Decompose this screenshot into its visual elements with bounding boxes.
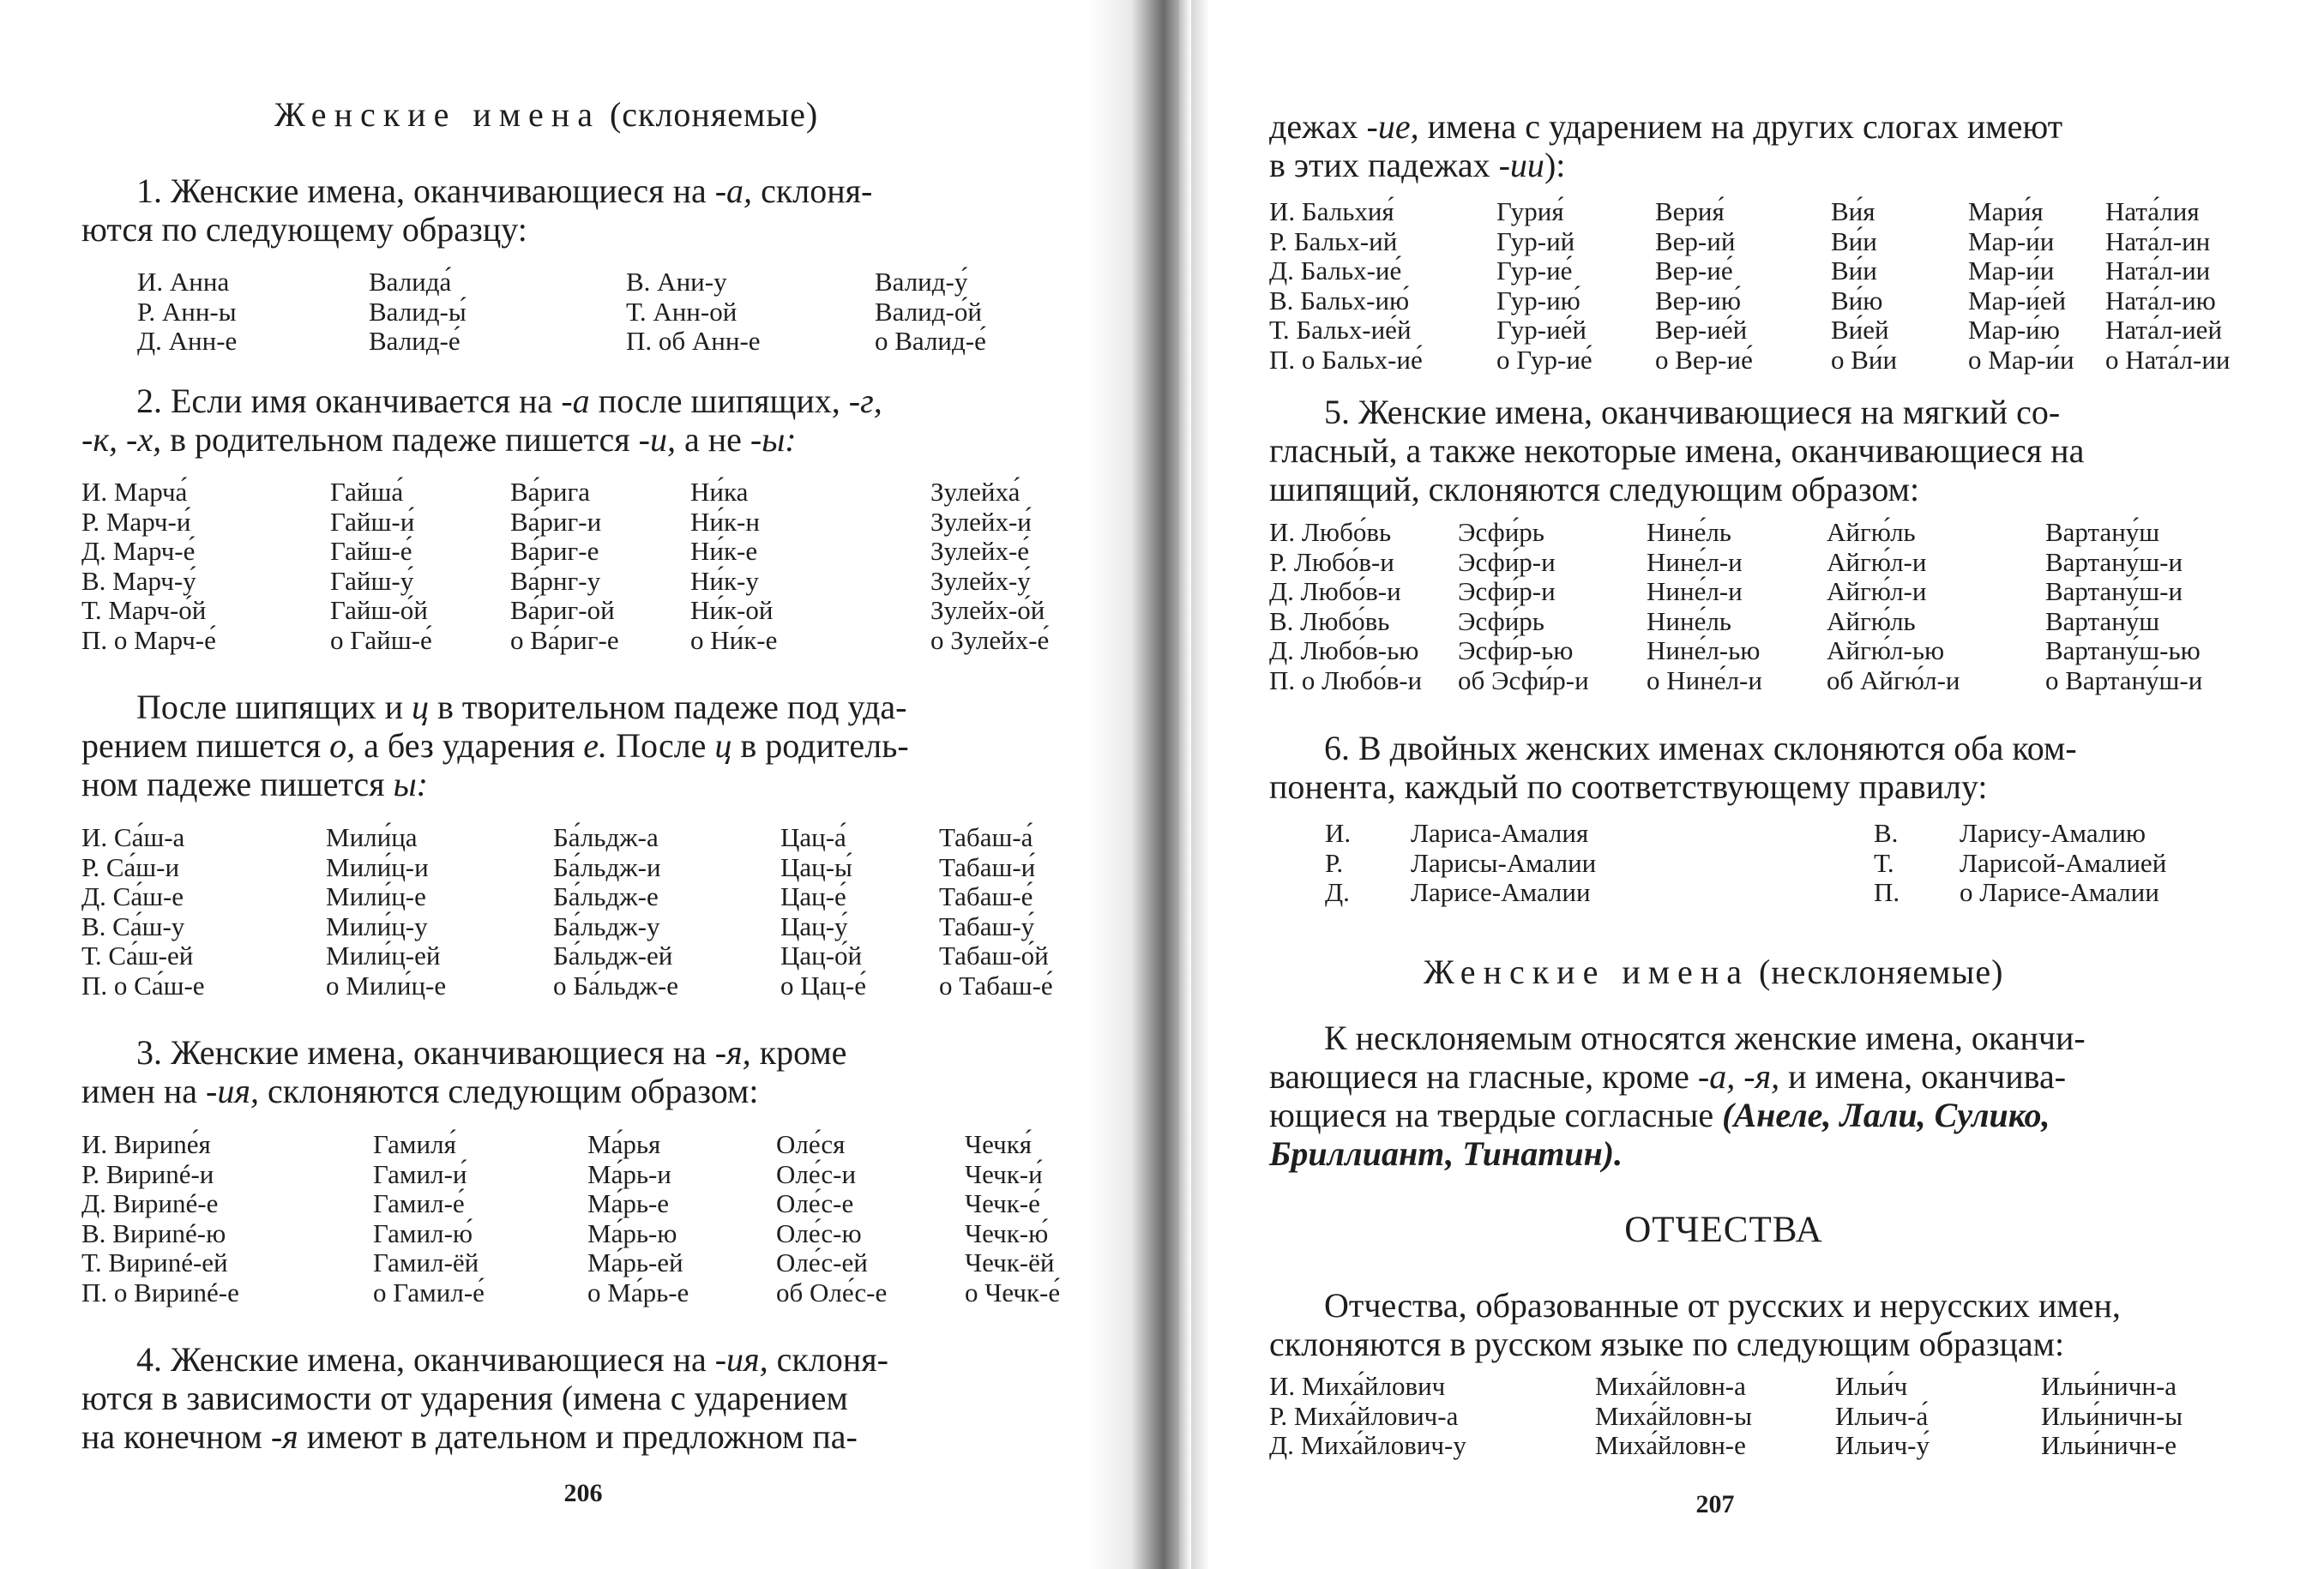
table-cell: о Цац-е́ <box>780 970 867 1001</box>
table-cell: о Табаш-е́ <box>939 970 1053 1001</box>
table-cell: Ба́льдж-а <box>553 822 659 852</box>
table-row <box>1269 636 2202 666</box>
table-cell: Ильи́ч <box>1835 1371 1908 1401</box>
table-cell: Д. Вириné-е <box>81 1188 219 1218</box>
table-row <box>1325 819 2166 849</box>
table-cell: о Зулейх-е́ <box>930 624 1050 655</box>
table-cell: Эсфи́р-и <box>1458 546 1556 577</box>
table-cell: Оле́ся <box>776 1129 846 1159</box>
table-cell: Ва́риг-е <box>510 536 599 566</box>
table-cell: Нине́ль <box>1647 517 1731 547</box>
table-cell: Вартану́ш-и <box>2045 576 2183 606</box>
table-cell: Мар-и́ю <box>1968 315 2060 345</box>
table-cell: Вартану́ш-и <box>2045 546 2183 577</box>
table-cell: Ма́рь-е <box>587 1188 670 1218</box>
table-cell: Эсфи́рь <box>1458 605 1544 636</box>
table-cell: Р. Марч-и́ <box>81 506 191 537</box>
table-cell: Д. Любо́в-ью <box>1269 635 1419 665</box>
table-cell: Вер-ию́ <box>1655 285 1742 316</box>
table-cell: Ви́и <box>1831 255 1877 286</box>
table-cell: Ильи́ничн-а <box>2041 1371 2177 1401</box>
table-cell: Валид-ы́ <box>369 296 467 327</box>
table-cell: Ни́ка <box>690 477 749 507</box>
table-marcha <box>81 478 1049 655</box>
table-row <box>81 478 1049 508</box>
table-cell: Ва́риг-ой <box>510 595 615 625</box>
table-cell: о Нине́л-и <box>1647 664 1762 695</box>
table-row <box>1269 666 2202 696</box>
table-cell: Ната́л-ии <box>2105 255 2211 286</box>
table-row <box>1269 548 2202 578</box>
table-cell: Валид-у́ <box>875 267 968 297</box>
table-cell: о Мар-и́и <box>1968 344 2074 375</box>
table-cell: Ната́л-ин <box>2105 225 2211 256</box>
table-cell: П. о Са́ш-е <box>81 970 205 1001</box>
table-cell: Р. Бальх-ий <box>1269 225 1398 256</box>
table-row <box>81 596 1049 626</box>
table-virineya <box>81 1130 1060 1308</box>
heading-declinable <box>274 94 818 135</box>
table-cell: Айгю́л-и <box>1827 546 1927 577</box>
table-row <box>81 1130 1060 1160</box>
heading-indeclinable <box>1424 952 2003 992</box>
table-row <box>81 1189 1060 1219</box>
table-cell: Р. Миха́йлович-а <box>1269 1400 1459 1431</box>
table-cell: Гамиля́ <box>373 1129 456 1159</box>
table-cell: И. Марча́ <box>81 477 188 507</box>
heading2-rest: (несклоняемые) <box>1758 953 2004 991</box>
table-cell: о Ни́к-е <box>690 624 778 655</box>
table-cell: Мар-и́ей <box>1968 285 2067 316</box>
table-cell: В. Вириné-ю <box>81 1217 226 1248</box>
table-row <box>81 626 1049 656</box>
table-cell: Д. <box>1325 877 1350 907</box>
table-cell: Вер-ий <box>1655 225 1736 256</box>
table-cell: Цац-о́й <box>780 941 863 971</box>
table-cell: Нине́ль <box>1647 605 1731 636</box>
table-anna-valida <box>137 268 986 357</box>
table-cell: об Оле́с-е <box>776 1277 888 1308</box>
table-row <box>1269 197 2231 227</box>
table-cell: Вартану́ш-ью <box>2045 635 2201 665</box>
table-row <box>1269 316 2231 346</box>
table-cell: Зулейх-о́й <box>930 595 1045 625</box>
table-row <box>81 882 1053 912</box>
table-cell: Ма́рь-ю <box>587 1217 677 1248</box>
table-cell: Табаш-а́ <box>939 822 1033 852</box>
table-cell: Цац-е́ <box>780 881 846 911</box>
table-lyubov <box>1269 518 2202 695</box>
table-cell: Ната́л-ией <box>2105 315 2223 345</box>
table-balkhiya <box>1269 197 2231 375</box>
table-cell: И. Миха́йлович <box>1269 1371 1446 1401</box>
page-number: 207 <box>1695 1490 1735 1518</box>
table-cell: Вер-ие́ <box>1655 255 1733 286</box>
table-cell: Р. <box>1325 847 1344 878</box>
table-cell: Мар-и́и <box>1968 225 2055 256</box>
table-cell: Чечк-е́ <box>965 1188 1040 1218</box>
table-row <box>1269 256 2231 286</box>
table-row <box>1269 1372 2183 1402</box>
table-cell: П. о Любо́в-и <box>1269 664 1423 695</box>
table-cell: Миха́йловн-а <box>1595 1371 1746 1401</box>
table-cell: Оле́с-ей <box>776 1247 868 1277</box>
table-row <box>81 912 1053 942</box>
table-cell: о Гамил-е́ <box>373 1277 485 1308</box>
table-cell: Ильи́ничн-е <box>2041 1430 2177 1460</box>
table-cell: Оле́с-ю <box>776 1217 862 1248</box>
table-cell: Ильич-а́ <box>1835 1400 1929 1431</box>
paragraph-8: К несклоняемым относятся женские имена, оканчи- вающиеся на гласные, кроме -а, -я, и имена, оканчива- ющиеся на твердые согласные (Анеле, Лали, Сулико, Бриллиант, Тинатин). <box>1269 1019 2086 1173</box>
table-cell: И. Любо́вь <box>1269 517 1392 547</box>
table-cell: Гурия́ <box>1496 196 1564 226</box>
table-row <box>81 1219 1060 1249</box>
table-cell: о Ва́риг-е <box>510 624 619 655</box>
table-cell: Зулейх-е́ <box>930 536 1030 566</box>
table-cell: Т. <box>1874 847 1894 878</box>
table-cell: Валид-о́й <box>875 296 982 327</box>
paragraph-1: 1. Женские имена, оканчивающиеся на -а, склоня- ются по следующему образцу: <box>81 171 873 249</box>
left-page <box>0 0 1149 1569</box>
table-cell: Ви́и <box>1831 225 1877 256</box>
table-cell: Лариса-Амалия <box>1411 818 1589 848</box>
table-cell: Оле́с-е <box>776 1188 854 1218</box>
table-cell: Гайш-у́ <box>330 565 414 596</box>
paragraph-6: 5. Женские имена, оканчивающиеся на мягкий со- гласный, а также некоторые имена, оканчивающиеся на шипящий, склоняются следующим образом: <box>1269 393 2085 508</box>
table-cell: Нине́л-и <box>1647 576 1743 606</box>
table-cell: Ни́к-у <box>690 565 759 596</box>
page-number: 206 <box>563 1479 603 1507</box>
table-cell: Гамил-е́ <box>373 1188 465 1218</box>
heading-spaced: Женские имена <box>274 95 600 134</box>
table-cell: Табаш-е́ <box>939 881 1033 911</box>
table-cell: В. <box>1874 818 1899 848</box>
table-cell: Т. Анн-ой <box>626 296 738 327</box>
table-cell: Зулейх-у́ <box>930 565 1031 596</box>
table-cell: Мили́ц-е <box>326 881 426 911</box>
table-cell: Ларисе-Амалии <box>1411 877 1591 907</box>
table-patronymics <box>1269 1372 2183 1461</box>
table-cell: о Валид-е́ <box>875 326 986 356</box>
table-cell: Гайш-е́ <box>330 536 412 566</box>
table-cell: П. об Анн-е <box>626 326 761 356</box>
table-cell: Д. Са́ш-е <box>81 881 184 911</box>
table-row <box>81 1160 1060 1190</box>
table-cell: Ва́рига <box>510 477 590 507</box>
table-cell: Мари́я <box>1968 196 2044 226</box>
table-row <box>81 567 1049 597</box>
table-cell: Ба́льдж-и <box>553 851 661 882</box>
table-cell: Д. Анн-е <box>137 326 238 356</box>
table-larisa-amaliya <box>1325 819 2166 908</box>
right-page <box>1183 0 2324 1569</box>
table-cell: о Вартану́ш-и <box>2045 664 2203 695</box>
table-cell: Ната́лия <box>2105 196 2200 226</box>
table-cell: Д. Любо́в-и <box>1269 576 1401 606</box>
table-cell: Табаш-о́й <box>939 941 1049 971</box>
table-cell: Верия́ <box>1655 196 1725 226</box>
table-cell: Табаш-и́ <box>939 851 1036 882</box>
table-cell: о Гур-ие́ <box>1496 344 1592 375</box>
table-cell: Зулейха́ <box>930 477 1021 507</box>
table-cell: Нине́л-ью <box>1647 635 1761 665</box>
table-cell: Табаш-у́ <box>939 911 1035 941</box>
table-row <box>137 298 986 328</box>
table-cell: Валида́ <box>369 267 452 297</box>
table-cell: Чечк-ёй <box>965 1247 1055 1277</box>
table-cell: Миха́йловн-е <box>1595 1430 1746 1460</box>
table-cell: Ларисой-Амалией <box>1960 847 2167 878</box>
paragraph-4: 3. Женские имена, оканчивающиеся на -я, кроме имен на -ия, склоняются следующим образом: <box>81 1033 847 1110</box>
table-cell: Гайша́ <box>330 477 404 507</box>
table-cell: П. <box>1874 877 1900 907</box>
table-cell: Р. Са́ш-и <box>81 851 180 882</box>
table-cell: Ба́льдж-ей <box>553 941 673 971</box>
table-cell: Оле́с-и <box>776 1158 857 1189</box>
table-row <box>1269 577 2202 607</box>
table-cell: Гайш-и́ <box>330 506 415 537</box>
table-cell: П. о Марч-е́ <box>81 624 216 655</box>
table-cell: Ната́л-ию <box>2105 285 2216 316</box>
table-cell: Т. Марч-о́й <box>81 595 207 625</box>
table-cell: Гамил-ёй <box>373 1247 479 1277</box>
table-cell: о Ви́и <box>1831 344 1898 375</box>
table-cell: Мили́ц-и <box>326 851 429 882</box>
table-cell: Ильи́ничн-ы <box>2041 1400 2183 1431</box>
table-cell: Цац-у́ <box>780 911 848 941</box>
table-row <box>1269 286 2231 316</box>
table-cell: о Чечк-е́ <box>965 1277 1061 1308</box>
table-cell: Зулейх-и́ <box>930 506 1032 537</box>
table-cell: Д. Бальх-ие́ <box>1269 255 1402 286</box>
table-cell: И. Вириnе́я <box>81 1129 211 1159</box>
table-cell: Миха́йловн-ы <box>1595 1400 1752 1431</box>
table-row <box>81 1248 1060 1278</box>
table-cell: Ларису-Амалию <box>1960 818 2146 848</box>
table-cell: Гамил-и́ <box>373 1158 467 1189</box>
table-cell: Вер-ие́й <box>1655 315 1748 345</box>
table-cell: Цац-а́ <box>780 822 846 852</box>
paragraph-3: После шипящих и ц в творительном падеже под уда- рением пишется о, а без ударения е. После ц в родитель- ном падеже пишется ы: <box>81 688 909 803</box>
table-cell: Гур-ие́й <box>1496 315 1587 345</box>
table-cell: Гамил-ю́ <box>373 1217 473 1248</box>
table-cell: П. о Бальх-ие́ <box>1269 344 1423 375</box>
table-row <box>81 1278 1060 1308</box>
table-cell: об Эсфи́р-и <box>1458 664 1589 695</box>
table-cell: Ма́рь-и <box>587 1158 671 1189</box>
table-cell: Гур-ий <box>1496 225 1575 256</box>
table-row <box>1269 607 2202 637</box>
table-row <box>1269 1402 2183 1432</box>
table-cell: Вартану́ш <box>2045 605 2160 636</box>
table-cell: Ви́ей <box>1831 315 1889 345</box>
table-cell: Айгю́л-и <box>1827 576 1927 606</box>
table-cell: Д. Миха́йлович-у <box>1269 1430 1466 1460</box>
table-cell: Ма́рь-ей <box>587 1247 683 1277</box>
table-cell: Гур-ие́ <box>1496 255 1573 286</box>
table-cell: об Айгю́л-и <box>1827 664 1960 695</box>
table-row <box>1269 1431 2183 1461</box>
table-cell: И. Са́ш-а <box>81 822 185 852</box>
table-cell: о Ба́льдж-е <box>553 970 678 1001</box>
table-cell: В. Ани-у <box>626 267 727 297</box>
paragraph-9: Отчества, образованные от русских и нерусских имен, склоняются в русском языке по следующим образцам: <box>1269 1286 2121 1363</box>
table-row <box>81 971 1053 1001</box>
table-cell: Ви́я <box>1831 196 1875 226</box>
table-cell: Д. Марч-е́ <box>81 536 196 566</box>
table-row <box>81 537 1049 567</box>
table-cell: Т. Са́ш-ей <box>81 941 194 971</box>
table-row <box>81 853 1053 883</box>
heading2-spaced: Женские имена <box>1424 953 1749 991</box>
table-row <box>1269 227 2231 257</box>
table-cell: Цац-ы́ <box>780 851 852 882</box>
table-cell: В. Са́ш-у <box>81 911 185 941</box>
table-row <box>1325 878 2166 908</box>
table-cell: Айгю́л-ью <box>1827 635 1945 665</box>
paragraph-5: 4. Женские имена, оканчивающиеся на -ия, склоня- ются в зависимости от ударения (имена с ударением на конечном -я имеют в дательном и предложном па- <box>81 1340 888 1456</box>
table-row <box>137 327 986 357</box>
table-row <box>137 268 986 298</box>
table-cell: В. Любо́вь <box>1269 605 1390 636</box>
table-row <box>1325 849 2166 879</box>
table-cell: Ларисы-Амалии <box>1411 847 1597 878</box>
table-cell: Валид-е́ <box>369 326 461 356</box>
table-cell: Вартану́ш <box>2045 517 2160 547</box>
table-sasha <box>81 823 1053 1001</box>
table-cell: Р. Вириné-и <box>81 1158 214 1189</box>
table-cell: Эсфи́р-и <box>1458 576 1556 606</box>
table-cell: Ба́льдж-е <box>553 881 659 911</box>
table-cell: о Вер-ие́ <box>1655 344 1753 375</box>
table-cell: Т. Вириné-ей <box>81 1247 228 1277</box>
table-cell: Эсфи́рь <box>1458 517 1544 547</box>
table-cell: Ва́риг-и <box>510 506 602 537</box>
table-cell: Ни́к-ой <box>690 595 774 625</box>
table-cell: Т. Бальх-ие́й <box>1269 315 1412 345</box>
table-row <box>81 941 1053 971</box>
table-cell: И. Бальхия́ <box>1269 196 1394 226</box>
paragraph-2: 2. Если имя оканчивается на -а после шипящих, -г, -к, -х, в родительном падеже пишется -и, а не -ы: <box>81 382 882 459</box>
table-cell: И. Анна <box>137 267 230 297</box>
table-cell: Ни́к-е <box>690 536 758 566</box>
table-cell: В. Марч-у́ <box>81 565 196 596</box>
table-cell: Чечкя́ <box>965 1129 1033 1159</box>
table-cell: Чечк-и́ <box>965 1158 1043 1189</box>
table-cell: о Ларисе-Амалии <box>1960 877 2159 907</box>
table-cell: Мили́ц-ей <box>326 941 441 971</box>
table-cell: Нине́л-и <box>1647 546 1743 577</box>
table-cell: Мар-и́и <box>1968 255 2055 286</box>
table-cell: П. о Вириné-е <box>81 1277 239 1308</box>
table-cell: Ва́рнг-у <box>510 565 601 596</box>
heading-rest: (склоняемые) <box>609 95 819 134</box>
table-cell: Мили́ца <box>326 822 418 852</box>
table-cell: Ни́к-н <box>690 506 760 537</box>
table-cell: Ильич-у́ <box>1835 1430 1930 1460</box>
table-cell: И. <box>1325 818 1352 848</box>
table-row <box>1269 518 2202 548</box>
table-cell: Р. Любо́в-и <box>1269 546 1394 577</box>
table-cell: о Гайш-е́ <box>330 624 432 655</box>
table-cell: В. Бальх-ию́ <box>1269 285 1410 316</box>
table-row <box>81 823 1053 853</box>
table-cell: Р. Анн-ы <box>137 296 237 327</box>
table-cell: о Мили́ц-е <box>326 970 447 1001</box>
table-row <box>1269 346 2231 376</box>
section-title-patronymics: ОТЧЕСТВА <box>1624 1210 1823 1250</box>
paragraph-7: 6. В двойных женских именах склоняются оба ком- понента, каждый по соответствующему правилу: <box>1269 729 2077 806</box>
table-cell: Ба́льдж-у <box>553 911 660 941</box>
table-cell: Айгю́ль <box>1827 517 1916 547</box>
table-cell: Ма́рья <box>587 1129 661 1159</box>
table-cell: о Ма́рь-е <box>587 1277 689 1308</box>
table-cell: Чечк-ю́ <box>965 1217 1049 1248</box>
table-cell: Гайш-о́й <box>330 595 428 625</box>
table-cell: о Ната́л-ии <box>2105 344 2231 375</box>
table-cell: Ви́ю <box>1831 285 1883 316</box>
table-cell: Гур-ию́ <box>1496 285 1580 316</box>
table-cell: Айгю́ль <box>1827 605 1916 636</box>
paragraph-continued: дежах -ие, имена с ударением на других слогах имеют в этих падежах -ии): <box>1269 107 2063 184</box>
table-row <box>81 508 1049 538</box>
table-cell: Эсфи́р-ью <box>1458 635 1574 665</box>
table-cell: Мили́ц-у <box>326 911 428 941</box>
